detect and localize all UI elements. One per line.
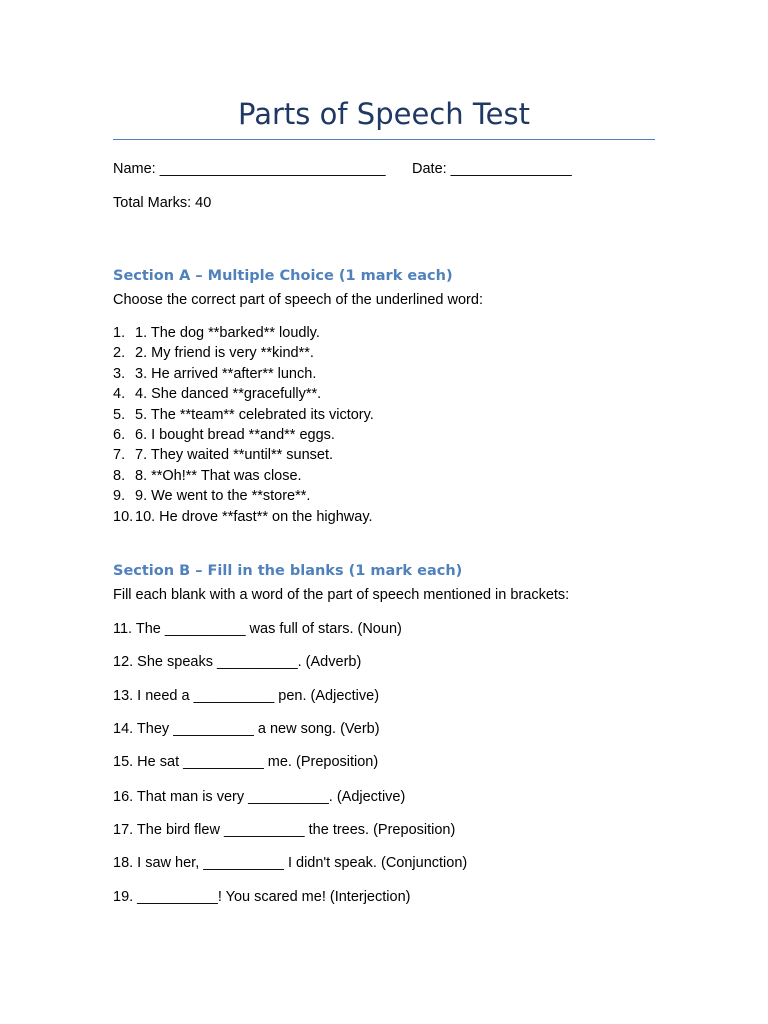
name-line: Name: ____________________________ — [113, 161, 386, 177]
list-item — [113, 508, 374, 528]
list-item — [113, 467, 374, 487]
question-number: 4. — [113, 386, 126, 403]
section-b-heading: Section B – Fill in the blanks (1 mark each) — [113, 563, 463, 579]
section-a-instruction: Choose the correct part of speech of the underlined word: — [113, 292, 483, 308]
question-text: 9. We went to the **store**. — [135, 488, 311, 505]
list-item — [113, 426, 374, 446]
section-b-instruction: Fill each blank with a word of the part of speech mentioned in brackets: — [113, 587, 570, 603]
question-text: 8. **Oh!** That was close. — [135, 467, 302, 484]
question-number: 2. — [113, 345, 126, 362]
fill-blank-question: 13. I need a __________ pen. (Adjective) — [113, 688, 380, 704]
list-item — [113, 344, 374, 364]
question-text: 5. The **team** celebrated its victory. — [135, 406, 374, 423]
fill-blank-question: 16. That man is very __________. (Adjective) — [113, 789, 406, 805]
question-text: 7. They waited **until** sunset. — [135, 447, 334, 464]
question-number: 7. — [113, 447, 126, 464]
fill-blank-question: 19. __________! You scared me! (Interjection) — [113, 889, 411, 905]
question-text: 1. The dog **barked** loudly. — [135, 325, 320, 341]
list-item — [113, 446, 374, 466]
fill-blank-question: 11. The __________ was full of stars. (Noun) — [113, 621, 402, 637]
list-item — [113, 365, 374, 385]
section-a-heading: Section A – Multiple Choice (1 mark each) — [113, 268, 453, 284]
question-text: 6. I bought bread **and** eggs. — [135, 426, 335, 443]
fill-blank-question: 15. He sat __________ me. (Preposition) — [113, 754, 379, 770]
fill-blank-question: 14. They __________ a new song. (Verb) — [113, 721, 380, 737]
fill-blank-question: 18. I saw her, __________ I didn't speak. (Conjunction) — [113, 855, 468, 871]
question-number: 9. — [113, 488, 126, 505]
total-marks: Total Marks: 40 — [113, 195, 212, 211]
question-number: 1. — [113, 325, 126, 341]
section-a-question-list — [113, 324, 374, 528]
list-item — [113, 406, 374, 426]
question-number: 6. — [113, 426, 126, 443]
question-text: 3. He arrived **after** lunch. — [135, 365, 317, 382]
list-item — [113, 385, 374, 405]
question-number: 3. — [113, 365, 126, 382]
fill-blank-question: 12. She speaks __________. (Adverb) — [113, 654, 362, 670]
list-item — [113, 324, 374, 344]
list-item — [113, 487, 374, 507]
question-number: 8. — [113, 467, 126, 484]
question-number: 10. — [113, 508, 134, 525]
page-title: Parts of Speech Test — [238, 97, 530, 131]
question-text: 4. She danced **gracefully**. — [135, 386, 322, 403]
title-underline — [113, 139, 655, 140]
question-text: 2. My friend is very **kind**. — [135, 345, 314, 362]
fill-blank-question: 17. The bird flew __________ the trees. (Preposition) — [113, 822, 456, 838]
date-line: Date: _______________ — [412, 161, 572, 177]
question-text: 10. He drove **fast** on the highway. — [135, 508, 373, 525]
question-number: 5. — [113, 406, 126, 423]
